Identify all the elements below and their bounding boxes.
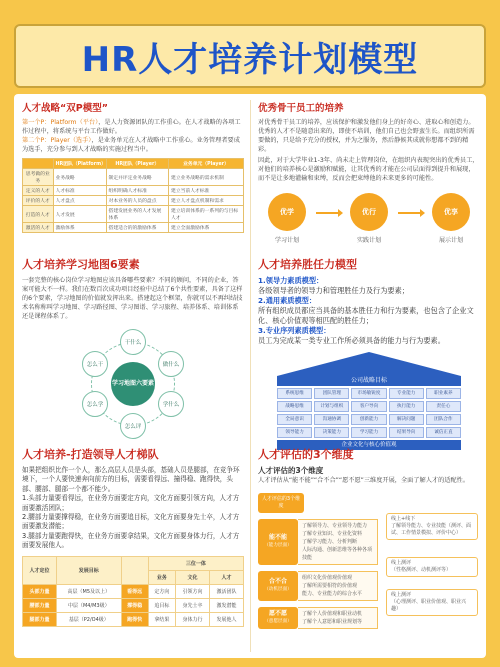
assessment-label bbox=[258, 571, 298, 601]
competency-cell: 团队管理 bbox=[314, 388, 349, 399]
training-flow bbox=[258, 193, 480, 244]
list-item: 能力、专业能力的综合水平 bbox=[302, 591, 363, 597]
competency-cell: 计划与组织 bbox=[314, 401, 349, 412]
competency-cell: 诚信正直 bbox=[426, 427, 461, 438]
table-cell: 头部力量 bbox=[23, 584, 57, 598]
p1-label: 第一个P：Platform（平台） bbox=[22, 119, 99, 126]
house-base: 企业文化与核心价值观 bbox=[277, 440, 461, 450]
table-cell: 人才发展 bbox=[53, 206, 106, 223]
table-header-cell: 发展目标 bbox=[57, 556, 122, 584]
house-column bbox=[426, 388, 461, 438]
panel-competency-model bbox=[258, 256, 480, 448]
wheel-node: 学什么 bbox=[158, 391, 184, 417]
p2-label: 第二个P：Player（选手） bbox=[22, 137, 92, 144]
assessment-rows bbox=[258, 519, 378, 629]
table-cell: 搭建发展业务的人才发展体系 bbox=[106, 206, 169, 223]
table-header-cell: 业务 bbox=[148, 570, 175, 584]
competency-cell: 创新能力 bbox=[351, 414, 386, 425]
table-cell: 看得远 bbox=[121, 584, 148, 598]
table-row bbox=[23, 223, 244, 233]
panel-text: 对优秀骨干员工的培养，应该保护和激发他们身上的好奇心、进取心和创造力。优秀的人才不是随意出来的，即使不培训，他们自己也会野蛮生长。而组织所需要做的，只是给予充分的授权，并为之服务，然后静候其成就你想都不到的精彩。 bbox=[258, 119, 475, 153]
panel-leadership-pipeline bbox=[22, 446, 244, 652]
table-cell: 腿部力量 bbox=[23, 612, 57, 626]
assessment-note: 线上测评 （心理测评、职业价值观、职业兴趣） bbox=[386, 589, 478, 616]
competency-cell: 领导能力 bbox=[277, 427, 312, 438]
table-row bbox=[23, 584, 244, 598]
assessment-label-sub: （能力层面） bbox=[264, 543, 292, 548]
house-column bbox=[351, 388, 386, 438]
assessment-label bbox=[258, 519, 298, 565]
flow-step bbox=[258, 193, 316, 244]
table-cell: 搭建适合的的激励体系 bbox=[106, 223, 169, 233]
table-cell: 对本业务的人员的盘点 bbox=[106, 196, 169, 206]
table-header-row bbox=[23, 556, 244, 570]
panel-title: 人才培养-打造领导人才梯队 bbox=[22, 448, 159, 461]
assessment-row bbox=[258, 571, 378, 601]
panel-text: 人才评估从“能不能”“合不合”“愿不愿”三维度开展，全面了解人才的适配性。 bbox=[258, 477, 470, 484]
table-header-cell bbox=[23, 159, 54, 169]
list-item: 了解学习能力、分析判断 bbox=[302, 539, 358, 545]
section-text: 各级领导者的领导力和管理胜任力及行为要素； bbox=[258, 286, 409, 295]
competency-cell: 沟通协调 bbox=[314, 414, 349, 425]
content-sheet bbox=[14, 94, 486, 658]
table-header-cell: 三位一体 bbox=[148, 556, 243, 570]
table-cell: 组织明确人才标准 bbox=[106, 186, 169, 196]
table-cell: 思考做的业务 bbox=[23, 169, 54, 186]
list-item: 了解领导力、专业领导力能力 bbox=[302, 523, 368, 529]
competency-house bbox=[258, 352, 480, 450]
table-cell: 评价的人才 bbox=[23, 196, 54, 206]
section-title: 2.通用素质模型： bbox=[258, 296, 317, 305]
assessment-row bbox=[258, 519, 378, 565]
list-item: 了解个人价值观和职业动机 bbox=[302, 611, 363, 617]
table-cell: 拿结果 bbox=[148, 612, 175, 626]
assessment-top-label: 人才评估的3个维度 bbox=[258, 493, 304, 513]
panel-title: 人才培养胜任力模型 bbox=[258, 258, 357, 271]
list-item: 3.腿部力量要跑得快，在业务方面要拿结果，文化方面要身体力行，人才方面要发展他人。 bbox=[22, 531, 240, 550]
panel-title: 优秀骨干员工的培养 bbox=[258, 103, 344, 114]
table-cell: 身先士卒 bbox=[175, 598, 209, 612]
panel-text bbox=[22, 136, 244, 154]
panel-text bbox=[22, 118, 244, 136]
table-header-cell: HR团队（Player） bbox=[106, 159, 169, 169]
wheel-node: 怎么干 bbox=[82, 351, 108, 377]
panel-key-talent bbox=[258, 100, 480, 248]
p2-text: ，是业务单元在人才战略中工作重心。业务管理者要成为选手，充分参与到人才战略的实施过程当中。 bbox=[22, 137, 240, 153]
table-cell: 撑得稳 bbox=[121, 598, 148, 612]
pipeline-table bbox=[22, 556, 244, 627]
assessment-label-sub: （意愿层面） bbox=[264, 619, 292, 624]
table-cell: 激活团队 bbox=[209, 584, 243, 598]
table-cell: 定义的人才 bbox=[23, 186, 54, 196]
section-title: 1.领导力素质模型： bbox=[258, 276, 324, 285]
table-cell: 中层（M4/M3级） bbox=[57, 598, 122, 612]
table-cell: 高层（M5及以上） bbox=[57, 584, 122, 598]
table-cell: 激励体系 bbox=[53, 223, 106, 233]
flow-circle: 优学 bbox=[268, 193, 306, 231]
table-cell: 人才标准 bbox=[53, 186, 106, 196]
flow-label: 展示计划 bbox=[438, 237, 463, 244]
flow-step bbox=[340, 193, 398, 244]
house-roof bbox=[277, 352, 461, 376]
table-cell: 建立人才盘点机制和需求 bbox=[169, 196, 244, 206]
section-text: 员工为完成某一类专业工作所必须具备的能力与行为要素。 bbox=[258, 336, 445, 345]
list-item: 2.腰部力量要撑得稳，在业务方面要追目标，文化方面要身先士卒，人才方面要激发潜能； bbox=[22, 513, 240, 531]
assessment-label-text: 合不合 bbox=[268, 578, 287, 585]
assessment-items bbox=[298, 607, 378, 629]
table-cell: 制定并评定业务战略 bbox=[106, 169, 169, 186]
table-row bbox=[23, 169, 244, 186]
panel-talent-assessment bbox=[258, 446, 480, 652]
table-cell: 建立当前人才标准 bbox=[169, 186, 244, 196]
table-cell: 腰部力量 bbox=[23, 598, 57, 612]
house-column bbox=[277, 388, 312, 438]
table-header-cell bbox=[121, 556, 148, 584]
list-item: 组织文化价值观价值观 bbox=[302, 575, 353, 581]
table-cell: 跑得快 bbox=[121, 612, 148, 626]
flow-circle: 优行 bbox=[350, 193, 388, 231]
house-columns bbox=[277, 388, 461, 438]
competency-cell: 专业能力 bbox=[389, 388, 424, 399]
list-item: 了解所需要相符的价值观 bbox=[302, 583, 358, 589]
list-item: 了解专业知识、专业化资料 bbox=[302, 531, 363, 537]
list-item: 1.头部力量要看得远，在业务方面要定方向，文化方面要引领方向，人才方面要激活团队； bbox=[22, 494, 240, 512]
section-text: 所有组织成员都应当具备的基本胜任力和行为要素，也包含了企业文化、核心价值观等相匹配的胜任力； bbox=[258, 306, 474, 325]
table-cell: 定方向 bbox=[148, 584, 175, 598]
wheel-node: 做什么 bbox=[158, 351, 184, 377]
table-row bbox=[23, 186, 244, 196]
panel-dual-p-model bbox=[22, 100, 244, 248]
page-title: HR人才培养计划模型 bbox=[81, 39, 419, 80]
flow-label: 学习计划 bbox=[274, 237, 299, 244]
table-cell: 身体力行 bbox=[175, 612, 209, 626]
table-cell: 激发潜能 bbox=[209, 598, 243, 612]
competency-cell: 团队合作 bbox=[426, 414, 461, 425]
competency-cell: 结果导向 bbox=[389, 427, 424, 438]
assessment-label-sub: （动机层面） bbox=[264, 587, 292, 592]
arrow-right-icon bbox=[316, 212, 340, 214]
table-header-cell: 人才 bbox=[209, 570, 243, 584]
wheel-node: 怎么评 bbox=[120, 413, 146, 439]
table-cell: 建立业务战略的需求机制 bbox=[169, 169, 244, 186]
panel-title: 人才培养学习地图6要素 bbox=[22, 258, 140, 271]
table-header-cell: 人才定位 bbox=[23, 556, 57, 584]
house-column bbox=[389, 388, 424, 438]
competency-cell: 责任心 bbox=[426, 401, 461, 412]
flow-label: 实践计划 bbox=[356, 237, 381, 244]
column-divider bbox=[250, 100, 251, 652]
list-item: 了解个人意愿和职业规划等 bbox=[302, 619, 363, 625]
competency-cell: 职业素养 bbox=[426, 388, 461, 399]
learning-map-wheel bbox=[78, 329, 188, 439]
competency-cell: 决策能力 bbox=[314, 427, 349, 438]
flow-step bbox=[422, 193, 480, 244]
wheel-node: 干什么 bbox=[120, 329, 146, 355]
assessment-label-text: 愿不愿 bbox=[268, 610, 287, 617]
table-row bbox=[23, 206, 244, 223]
table-cell: 基层（P2/O4级） bbox=[57, 612, 122, 626]
table-cell: 业务战略 bbox=[53, 169, 106, 186]
assessment-items bbox=[298, 519, 378, 565]
table-cell: 建立培训体系的一系列的与目标人才 bbox=[169, 206, 244, 223]
wheel-center: 学习地图六要素 bbox=[111, 362, 155, 406]
panel-text: 一套完整的核心岗位学习地图应该具备哪些要素？不同的顾问，不同的企业，答案可能大不一样。我们在数百次成功项目经验中总结了6个共性要素，具备了这样的6个要素，学习地图的价值就发挥出来。搭建起这个框架，你就可以不再纠结技术名称称叫学习地图、学习路径图、学习图谱、学习旅程、培养体系、培训体系还是课程体系了。 bbox=[22, 277, 243, 320]
competency-cell: 市场敏锐度 bbox=[351, 388, 386, 399]
section-title: 3.专业序列素质模型： bbox=[258, 326, 331, 335]
list-item: 人际沟通、创新思维等各种各项技能 bbox=[302, 547, 373, 561]
table-cell: 建立全面激励体系 bbox=[169, 223, 244, 233]
assessment-row bbox=[258, 607, 378, 629]
table-header-row bbox=[23, 159, 244, 169]
panel-subtitle: 人才评估的3个维度 bbox=[258, 466, 324, 475]
table-cell: 发展他人 bbox=[209, 612, 243, 626]
flow-circle: 优享 bbox=[432, 193, 470, 231]
competency-cell: 全局意识 bbox=[277, 414, 312, 425]
arrow-right-icon bbox=[398, 212, 422, 214]
house-roof-label: 公司战略目标 bbox=[277, 376, 461, 386]
assessment-note: 线上+线下 了解领导能力、专业技能（测评、面试、工作情景模拟、评价中心） bbox=[386, 513, 478, 540]
assessment-label-text: 能不能 bbox=[268, 534, 287, 541]
table-row bbox=[23, 612, 244, 626]
wheel-node: 怎么学 bbox=[82, 391, 108, 417]
assessment-items bbox=[298, 571, 378, 601]
panel-text: 因此，对于大学毕业1-3年、尚未走上管理岗位，在组织内表现突出的优秀员工，对他们的培养核心是激励和赋能，让其优秀的才能在公司层面得到提升和展现，而不是让多地灌输和束缚，反而会把束缚他的未来更多的可能性。 bbox=[258, 157, 479, 182]
assessment-label bbox=[258, 607, 298, 629]
competency-cell: 战略思维 bbox=[277, 401, 312, 412]
table-cell: 打造的人才 bbox=[23, 206, 54, 223]
table-row bbox=[23, 598, 244, 612]
assessment-note: 线上测评 （性格测评、动机测评等） bbox=[386, 557, 478, 577]
assessment-diagram bbox=[258, 493, 480, 629]
competency-cell: 解决问题 bbox=[389, 414, 424, 425]
panel-learning-map bbox=[22, 256, 244, 436]
table-header-cell: 文化 bbox=[175, 570, 209, 584]
house-column bbox=[314, 388, 349, 438]
panel-title: 人才评估的3个维度 bbox=[258, 448, 354, 461]
dual-p-table bbox=[22, 158, 244, 233]
panel-title: 人才战略“双P模型” bbox=[22, 103, 108, 114]
table-header-cell: 业务单元（Player） bbox=[169, 159, 244, 169]
competency-cell: 系统思维 bbox=[277, 388, 312, 399]
competency-cell: 学习能力 bbox=[351, 427, 386, 438]
table-cell: 引领方向 bbox=[175, 584, 209, 598]
competency-cell: 客户导向 bbox=[351, 401, 386, 412]
table-cell: 追目标 bbox=[148, 598, 175, 612]
table-header-cell: HR团队（Platform） bbox=[53, 159, 106, 169]
p1-text: ，是人力资源团队的工作重心。在人才战略的各项工作过程中，将系统与平台工作做好。 bbox=[22, 119, 241, 135]
table-cell: 激活的人才 bbox=[23, 223, 54, 233]
table-cell: 人才盘点 bbox=[53, 196, 106, 206]
competency-cell: 执行能力 bbox=[389, 401, 424, 412]
table-row bbox=[23, 196, 244, 206]
panel-text: 如果把组织比作一个人，那么高层人员是头部，基础人员是腿部，在竞争环境下，一个人要快速奔向前方的目标，需要看得远、撞得稳、跑得快，头部、腰部、腿部一个都不能少。 bbox=[22, 466, 240, 493]
title-banner bbox=[14, 24, 486, 88]
